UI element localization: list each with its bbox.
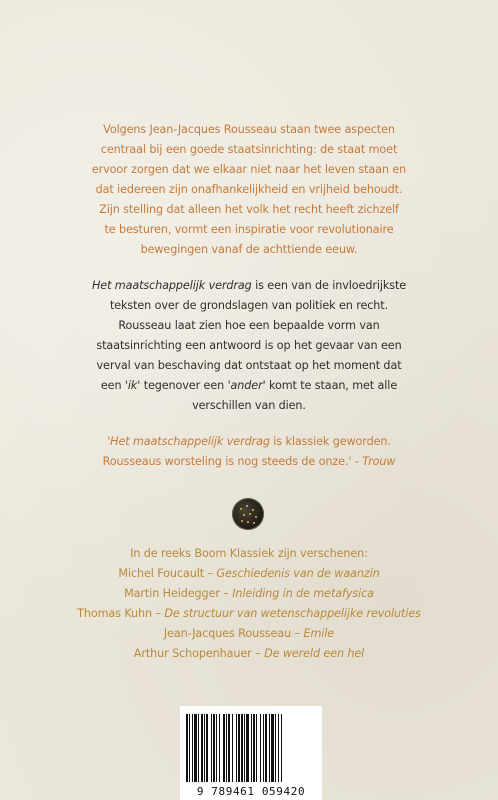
quote-dash: - xyxy=(351,455,363,468)
description-line: verschillen van dien. xyxy=(192,399,306,412)
description-text: een xyxy=(100,379,125,392)
series-item xyxy=(0,624,498,644)
quote-text: Rousseaus worsteling is nog steeds de onze. xyxy=(102,455,349,468)
quote-mark: ' xyxy=(107,435,111,448)
series-separator: – xyxy=(219,587,233,600)
quote-text: is klassiek geworden. xyxy=(269,435,391,448)
series-separator: – xyxy=(151,607,165,620)
quote-line xyxy=(0,452,498,472)
barcode-label xyxy=(180,706,322,800)
series-item xyxy=(0,644,498,664)
series-title: De wereld een hel xyxy=(264,647,365,660)
series-title: De structuur van wetenschappelijke revoluties xyxy=(164,607,421,620)
blurb-line: ervoor zorgen dat we elkaar niet naar het leven staan en xyxy=(91,163,407,176)
series-separator: – xyxy=(291,627,304,640)
series-item xyxy=(0,584,498,604)
isbn-number: 9 789461 059420 xyxy=(196,785,306,798)
quote-source: Trouw xyxy=(362,455,396,468)
series-item xyxy=(0,564,498,584)
publisher-medallion-icon xyxy=(232,498,264,530)
series-heading: In de reeks Boom Klassiek zijn verschenen: xyxy=(130,547,368,560)
description-line: teksten over de grondslagen van politiek en recht. xyxy=(109,299,389,312)
series-title: Emile xyxy=(303,627,335,640)
description-line: staatsinrichting een antwoord is op het gevaar van een xyxy=(96,339,402,352)
description-line: verval van beschaving dat ontstaat op het moment dat xyxy=(96,359,402,372)
series-author: Thomas Kuhn xyxy=(77,607,152,620)
description-text: tegenover een xyxy=(140,379,228,392)
series-author: Arthur Schopenhauer xyxy=(133,647,252,660)
series-separator: – xyxy=(251,647,265,660)
blurb-line: Zijn stelling dat alleen het volk het recht heeft zichzelf xyxy=(99,203,399,216)
description-line: Rousseau laat zien hoe een bepaalde vorm van xyxy=(118,319,380,332)
ik-term: 'ik' xyxy=(124,379,141,392)
series-list xyxy=(0,544,498,664)
book-title: Het maatschappelijk verdrag xyxy=(91,279,252,292)
quote-line xyxy=(0,432,498,452)
barcode-icon xyxy=(184,714,318,784)
description-text: komt te staan, met alle xyxy=(265,379,398,392)
description-line xyxy=(0,376,498,396)
quote-mark: ' xyxy=(348,455,352,468)
series-item xyxy=(0,604,498,624)
series-title: Geschiedenis van de waanzin xyxy=(216,567,380,580)
description-text: is een van de invloedrijkste xyxy=(251,279,407,292)
description-paragraph xyxy=(0,276,498,416)
series-author: Michel Foucault xyxy=(118,567,205,580)
ander-term: 'ander' xyxy=(227,379,266,392)
blurb-line: dat iedereen zijn onafhankelijkheid en vrijheid behoudt. xyxy=(95,183,403,196)
series-author: Martin Heidegger xyxy=(124,587,220,600)
blurb-line: centraal bij een goede staatsinrichting: de staat moet xyxy=(100,143,398,156)
blurb-line: bewegingen vanaf de achttiende eeuw. xyxy=(140,243,358,256)
series-author: Jean-Jacques Rousseau xyxy=(163,627,292,640)
blurb-paragraph xyxy=(0,120,498,260)
blurb-line: Volgens Jean-Jacques Rousseau staan twee aspecten xyxy=(103,123,395,136)
quote-book-title: Het maatschappelijk verdrag xyxy=(110,435,270,448)
series-title: Inleiding in de metafysica xyxy=(232,587,374,600)
series-separator: – xyxy=(204,567,217,580)
review-quote xyxy=(0,432,498,472)
blurb-line: te besturen, vormt een inspiratie voor revolutionaire xyxy=(104,223,394,236)
description-line xyxy=(0,276,498,296)
